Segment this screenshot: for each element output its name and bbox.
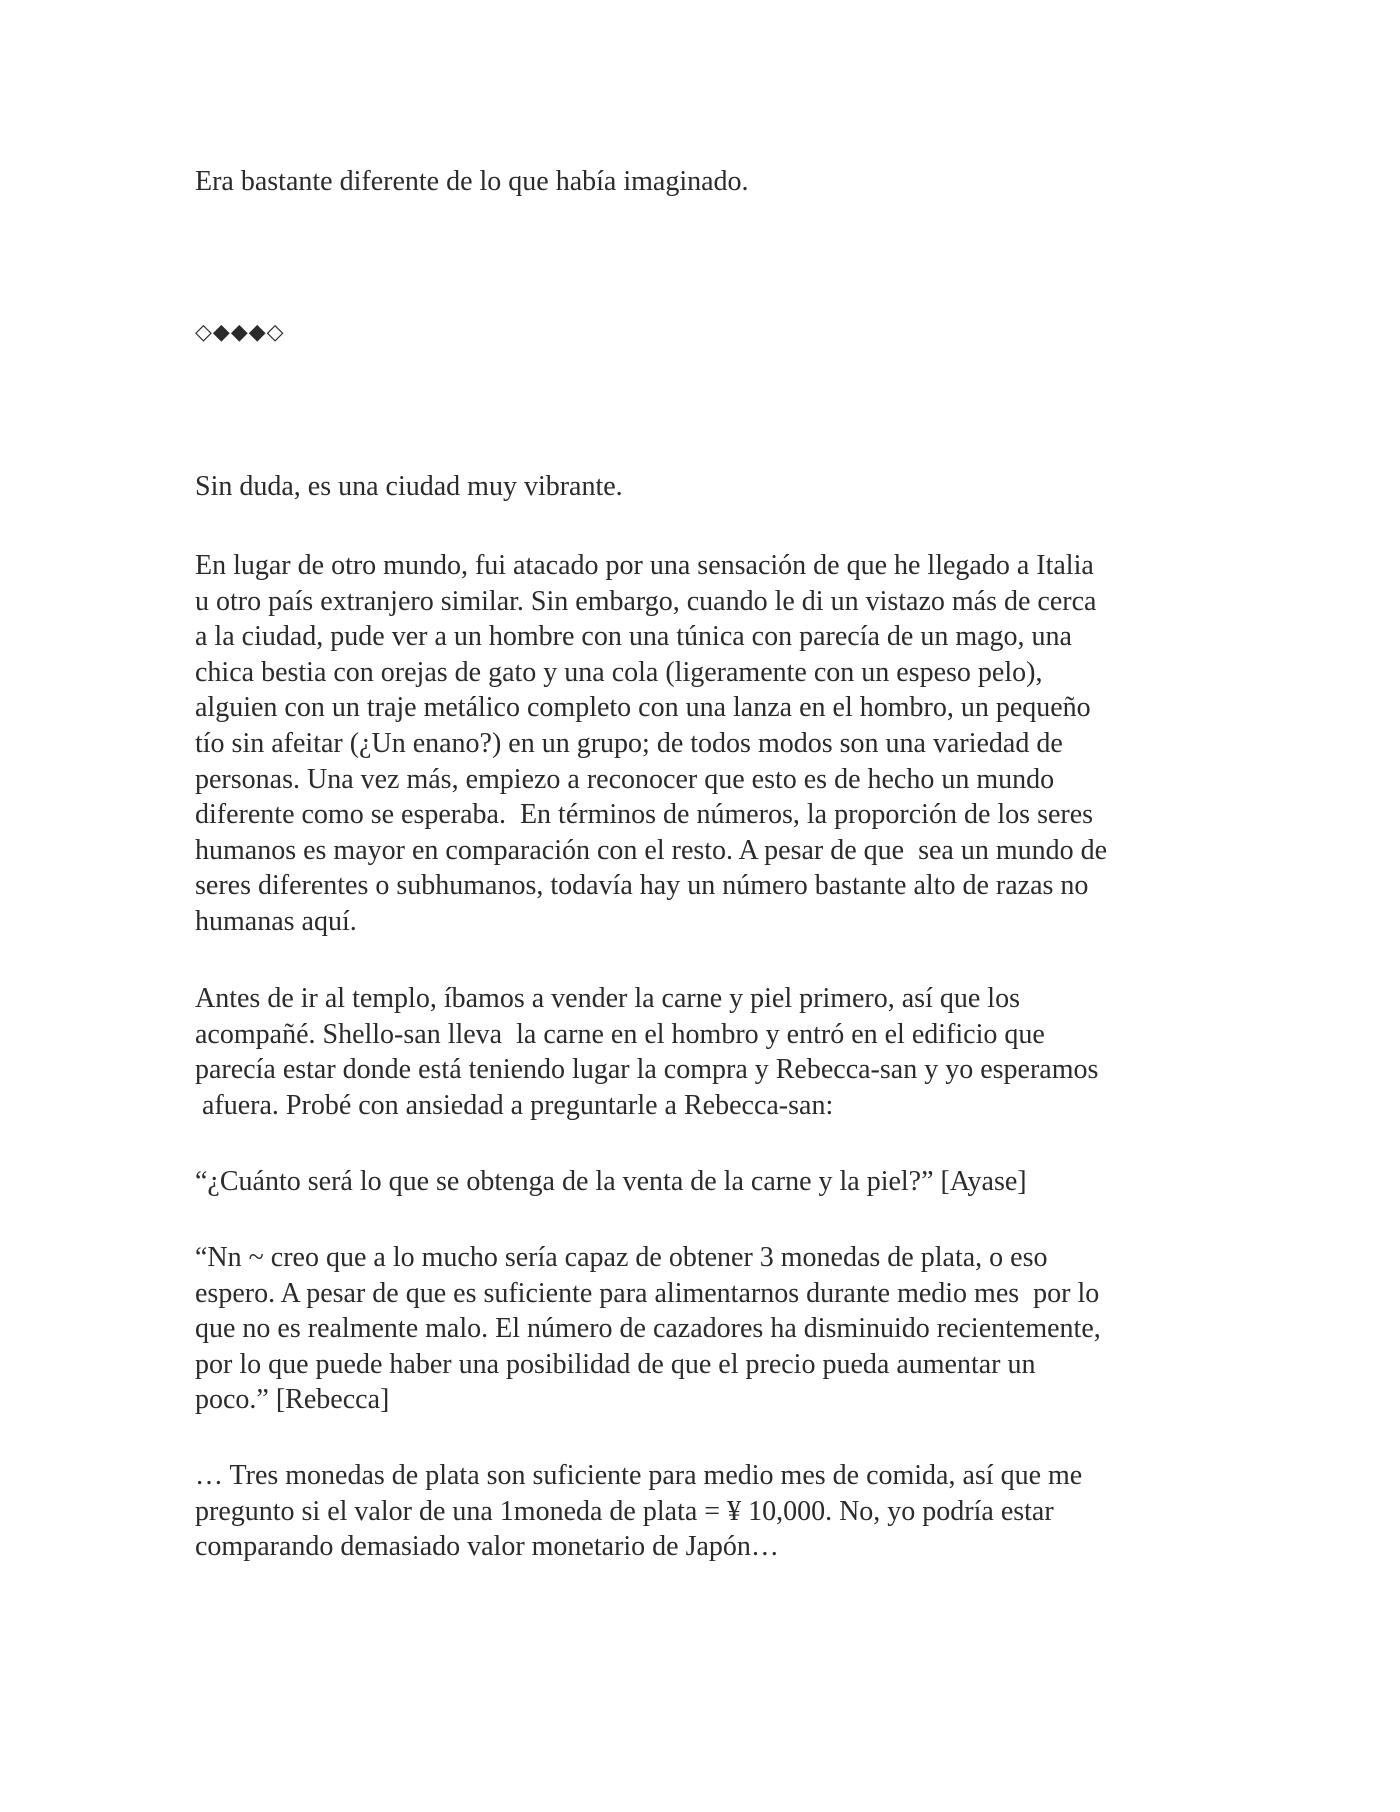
paragraph-ayase-dialogue	[195, 1164, 1215, 1200]
text-line: por lo que puede haber una posibilidad de que el precio pueda aumentar un	[195, 1348, 1036, 1380]
paragraph-closing	[195, 1458, 1215, 1565]
text-line: que no es realmente malo. El número de cazadores ha disminuido recientemente,	[195, 1313, 1101, 1345]
text-line: poco.” [Rebecca]	[195, 1384, 390, 1416]
text-line: “¿Cuánto será lo que se obtenga de la venta de la carne y la piel?” [Ayase]	[195, 1166, 1027, 1197]
text-line: Antes de ir al templo, íbamos a vender la carne y piel primero, así que los	[195, 983, 1020, 1014]
text-line: Era bastante diferente de lo que había imaginado.	[195, 166, 749, 197]
text-line: Sin duda, es una ciudad muy vibrante.	[195, 471, 623, 502]
paragraph-opening	[195, 164, 1215, 200]
text-line: … Tres monedas de plata son suficiente para medio mes de comida, así que me	[195, 1460, 1083, 1491]
text-line: chica bestia con orejas de gato y una cola (ligeramente con un espeso pelo),	[195, 656, 1043, 688]
paragraph-rebecca-dialogue	[195, 1240, 1215, 1418]
text-line: pregunto si el valor de una 1moneda de plata = ¥ 10,000. No, yo podría estar	[195, 1495, 1054, 1527]
text-line: u otro país extranjero similar. Sin embargo, cuando le di un vistazo más de cerca	[195, 585, 1097, 617]
text-line: tío sin afeitar (¿Un enano?) en un grupo; de todos modos son una variedad de	[195, 727, 1063, 759]
text-line: comparando demasiado valor monetario de Japón…	[195, 1531, 779, 1563]
text-line: En lugar de otro mundo, fui atacado por una sensación de que he llegado a Italia	[195, 550, 1094, 581]
text-line: humanas aquí.	[195, 905, 357, 937]
text-line: acompañé. Shello-san lleva la carne en el hombro y entró en el edificio que	[195, 1018, 1045, 1050]
text-line: parecía estar donde está teniendo lugar la compra y Rebecca-san y yo esperamos	[195, 1054, 1099, 1086]
text-line: personas. Una vez más, empiezo a reconocer que esto es de hecho un mundo	[195, 763, 1055, 795]
text-line: seres diferentes o subhumanos, todavía hay un número bastante alto de razas no	[195, 870, 1089, 902]
paragraph-temple	[195, 981, 1215, 1123]
paragraph-city	[195, 469, 1215, 505]
text-line: “Nn ~ creo que a lo mucho sería capaz de obtener 3 monedas de plata, o eso	[195, 1242, 1048, 1273]
paragraph-description	[195, 548, 1215, 940]
text-line: alguien con un traje metálico completo con una lanza en el hombro, un pequeño	[195, 692, 1091, 724]
text-line: afuera. Probé con ansiedad a preguntarle a Rebecca-san:	[195, 1089, 834, 1121]
text-line: diferente como se esperaba. En términos de números, la proporción de los seres	[195, 799, 1094, 831]
text-line: humanos es mayor en comparación con el resto. A pesar de que sea un mundo de	[195, 834, 1108, 866]
section-separator: ◇◆◆◆◇	[195, 320, 285, 345]
text-line: espero. A pesar de que es suficiente para alimentarnos durante medio mes por lo	[195, 1277, 1100, 1309]
text-line: a la ciudad, pude ver a un hombre con una túnica con parecía de un mago, una	[195, 621, 1072, 653]
